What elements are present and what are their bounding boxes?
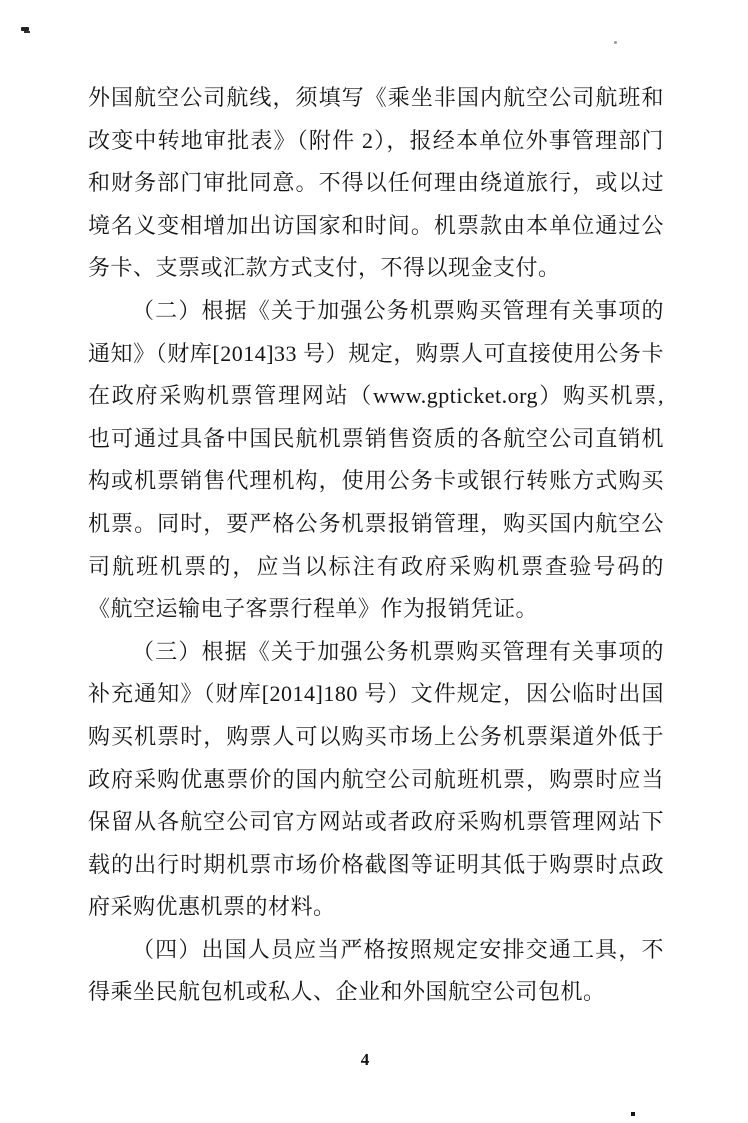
page-number: 4 (360, 1050, 370, 1069)
paragraph-item-3: （三）根据《关于加强公务机票购买管理有关事项的补充通知》（财库[2014]180 号）文件规定，因公临时出国购买机票时，购票人可以购买市场上公务机票渠道外低于政府采购优惠票价的国内航空公司航班机票，购票时应当保留从各航空公司官方网站或者政府采购机票管理网站下载的出行时期机票市场价格截图等证明其低于购票时点政府采购优惠机票的材料。 (88, 638, 664, 920)
scan-artifact-dot-top-right (614, 41, 617, 44)
paragraph-item-2: （二）根据《关于加强公务机票购买管理有关事项的通知》（财库[2014]33 号）规定，购票人可直接使用公务卡在政府采购机票管理网站（www.gpticket.org）购买机票,也可通过具备中国民航机票销售资质的各航空公司直销机构或机票销售代理机构，使用公务卡或银行转账方式购买机票。同时，要严格公务机票报销管理，购买国内航空公司航班机票的，应当以标注有政府采购机票查验号码的《航空运输电子客票行程单》作为报销凭证。 (88, 297, 664, 622)
paragraph-continuation: 外国航空公司航线，须填写《乘坐非国内航空公司航班和改变中转地审批表》（附件 2），报经本单位外事管理部门和财务部门审批同意。不得以任何理由绕道旅行，或以过境名义变相增加出访国家和时间。机票款由本单位通过公务卡、支票或汇款方式支付，不得以现金支付。 (88, 85, 664, 281)
document-body (88, 77, 664, 1014)
scan-artifact-dot-top-left (21, 27, 29, 31)
paragraph-item-4: （四）出国人员应当严格按照规定安排交通工具，不得乘坐民航包机或私人、企业和外国航空公司包机。 (88, 936, 664, 1005)
scan-artifact-dot-bottom-right (631, 1112, 635, 1116)
